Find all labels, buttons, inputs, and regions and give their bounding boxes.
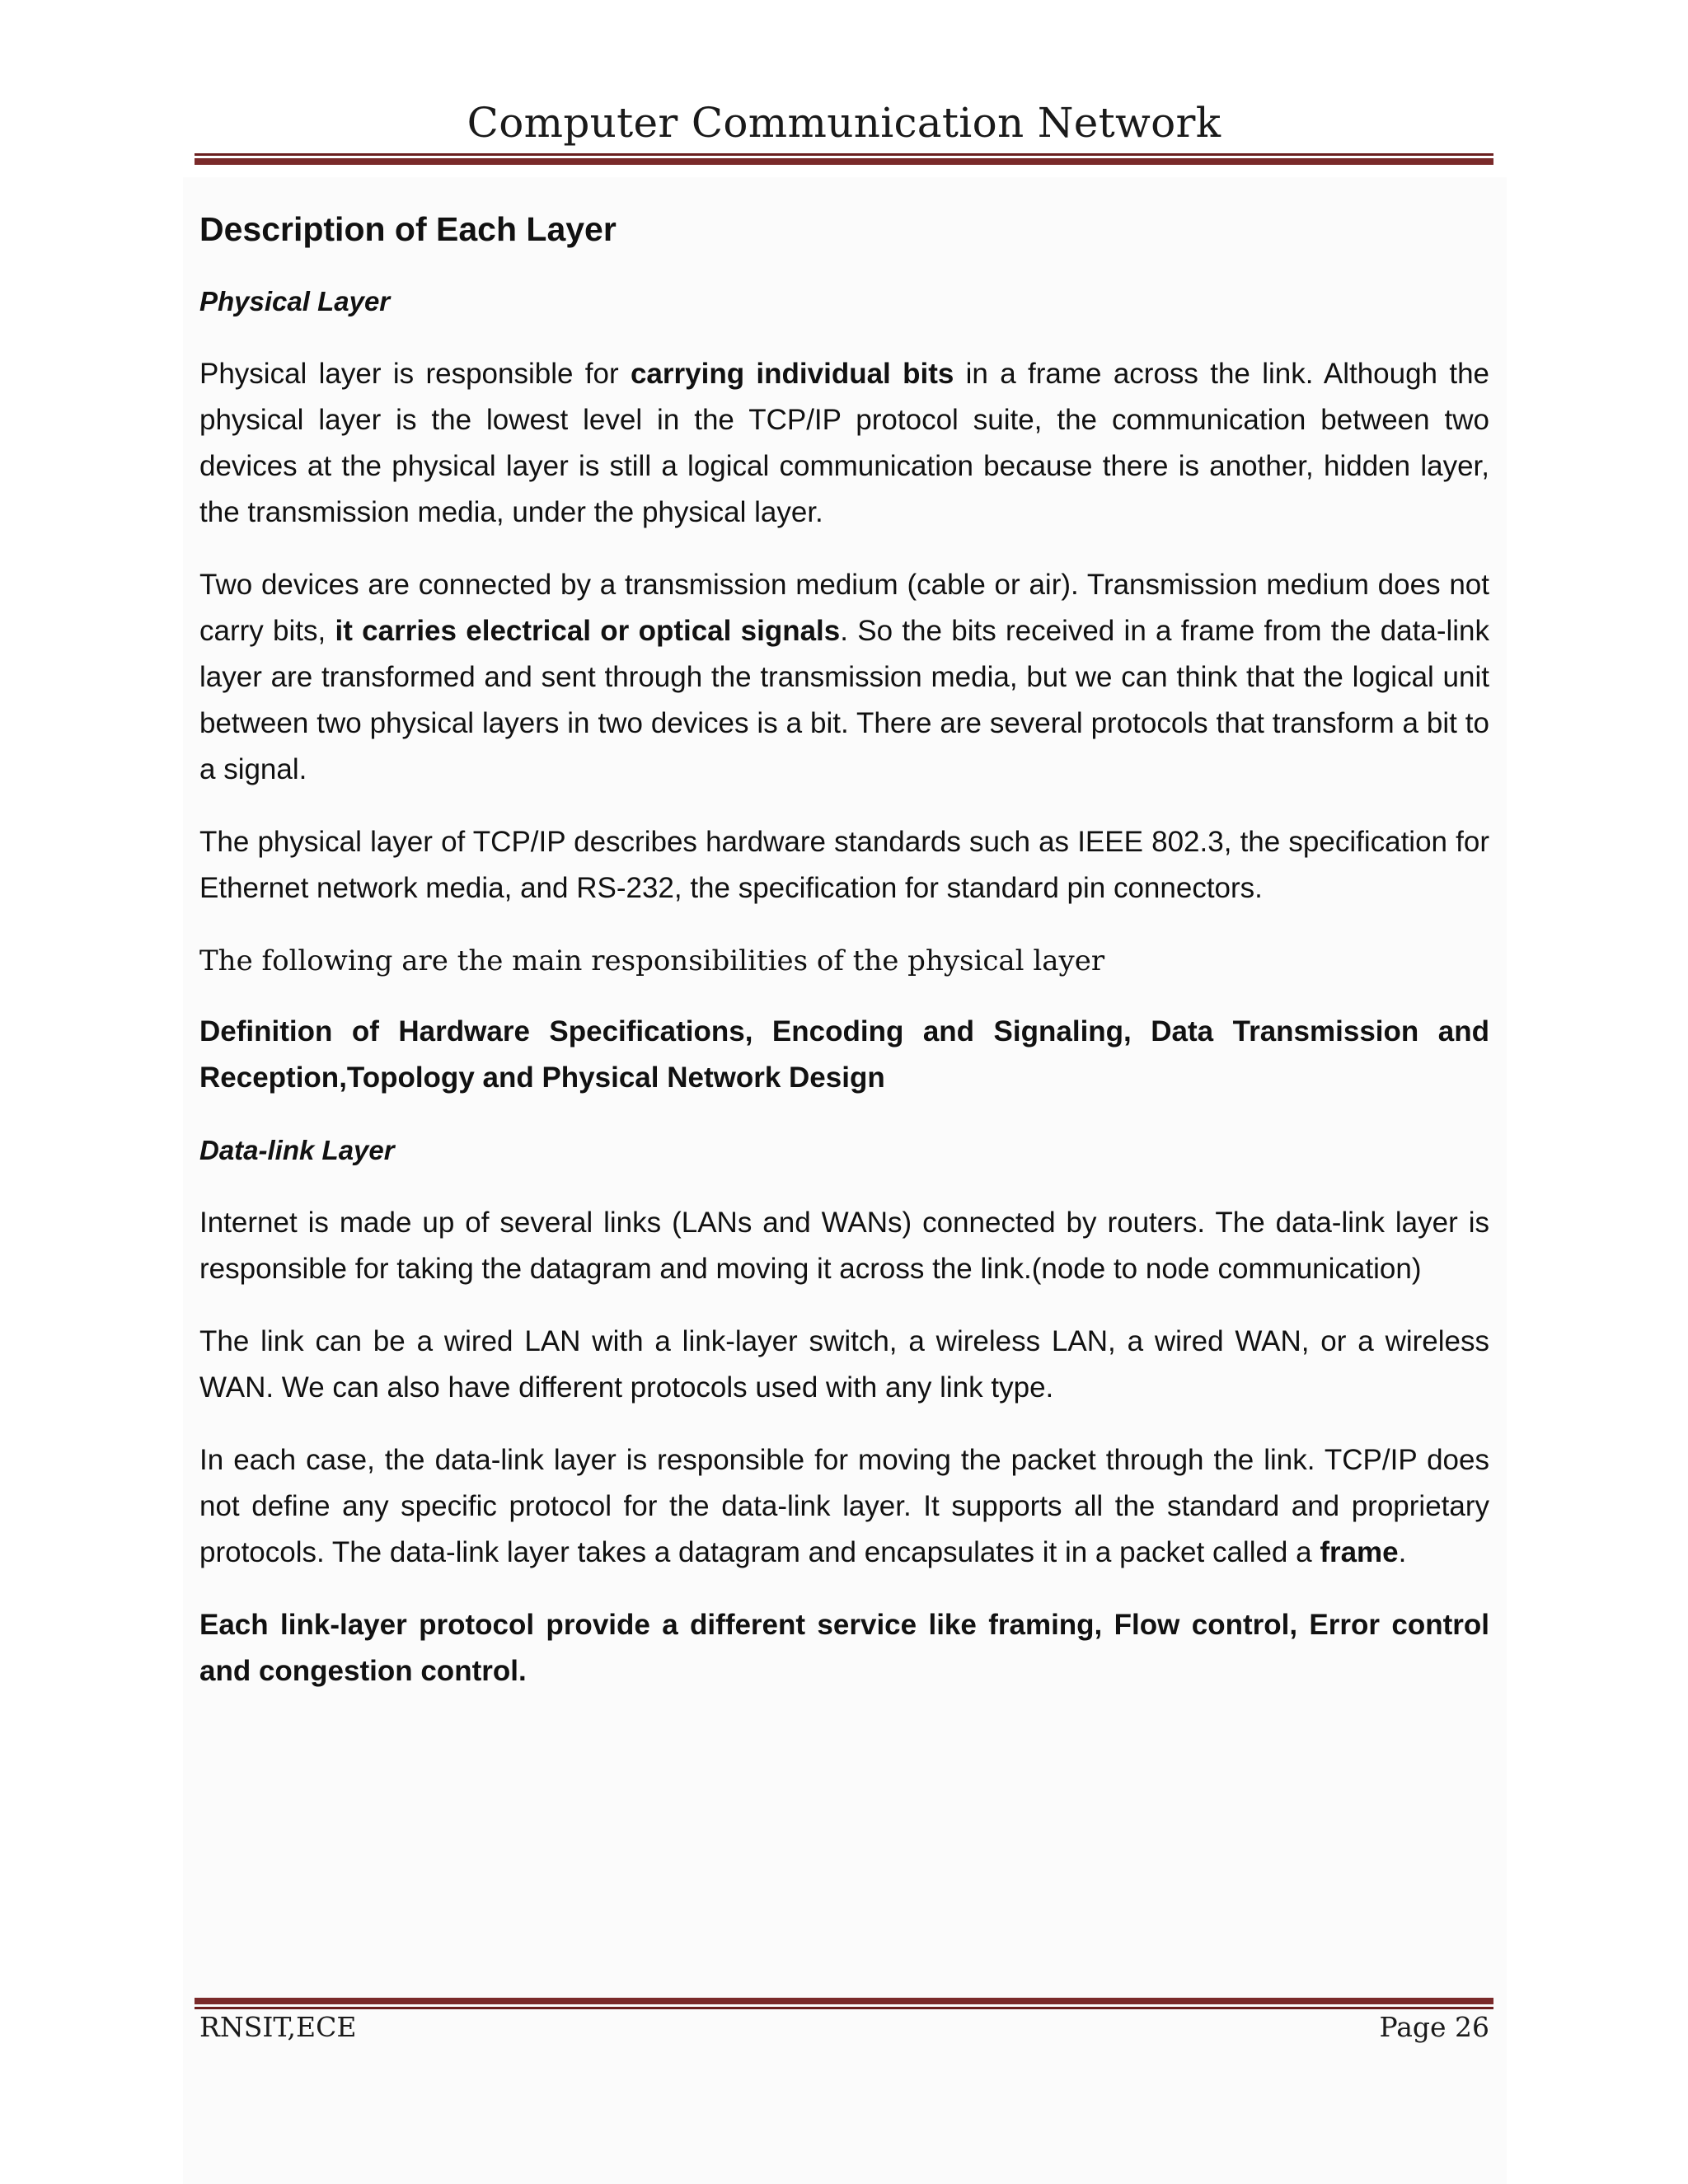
physical-responsibilities-list: Definition of Hardware Specifications, Encoding and Signaling, Data Transmission and Reception,Topology and Physical Network Design bbox=[199, 1015, 1489, 1094]
datalink-services-summary: Each link-layer protocol provide a different service like framing, Flow control, Error control and congestion control. bbox=[199, 1609, 1489, 1687]
physical-paragraph-2: Two devices are connected by a transmission medium (cable or air). Transmission medium does not carry bits, it carries electrical or optical signals. So the bits received in a frame from the data-link layer are transformed and sent through the transmission media, but we can think that the logical unit between two physical layers in two devices is a bit. There are several protocols that transform a bit to a signal. bbox=[199, 569, 1490, 785]
datalink-paragraph-2: The link can be a wired LAN with a link-layer switch, a wireless LAN, a wired WAN, or a wireless WAN. We can also have different protocols used with any link type. bbox=[199, 1325, 1489, 1404]
physical-paragraph-1: Physical layer is responsible for carrying individual bits in a frame across the link. Although the physical layer is the lowest level in the TCP/IP protocol suite, the communication between two devices at the physical layer is still a logical communication because there is another, hidden layer, the transmission media, under the physical layer. bbox=[199, 358, 1490, 528]
section-title: Description of Each Layer bbox=[199, 210, 617, 248]
footer-rule bbox=[195, 1998, 1493, 2009]
running-header-title: Computer Communication Network bbox=[467, 99, 1221, 147]
physical-layer-heading: Physical Layer bbox=[199, 286, 391, 316]
datalink-paragraph-1: Internet is made up of several links (LANs and WANs) connected by routers. The data-link layer is responsible for taking the datagram and moving it across the link.(node to node communication) bbox=[199, 1207, 1489, 1285]
header-rule bbox=[195, 153, 1493, 165]
footer-institution: RNSIT,ECE bbox=[199, 2011, 357, 2043]
datalink-layer-heading: Data-link Layer bbox=[199, 1135, 395, 1165]
physical-responsibilities-intro: The following are the main responsibilities of the physical layer bbox=[199, 944, 1105, 977]
physical-paragraph-3: The physical layer of TCP/IP describes hardware standards such as IEEE 802.3, the specification for Ethernet network media, and RS-232, the specification for standard pin connectors. bbox=[199, 826, 1489, 904]
page-number: Page 26 bbox=[1379, 2011, 1489, 2043]
datalink-paragraph-3: In each case, the data-link layer is responsible for moving the packet through the link. TCP/IP does not define any specific protocol for the data-link layer. It supports all the standard and proprietary protocols. The data-link layer takes a datagram and encapsulates it in a packet called a frame. bbox=[199, 1444, 1489, 1568]
page-content bbox=[199, 206, 1489, 1721]
